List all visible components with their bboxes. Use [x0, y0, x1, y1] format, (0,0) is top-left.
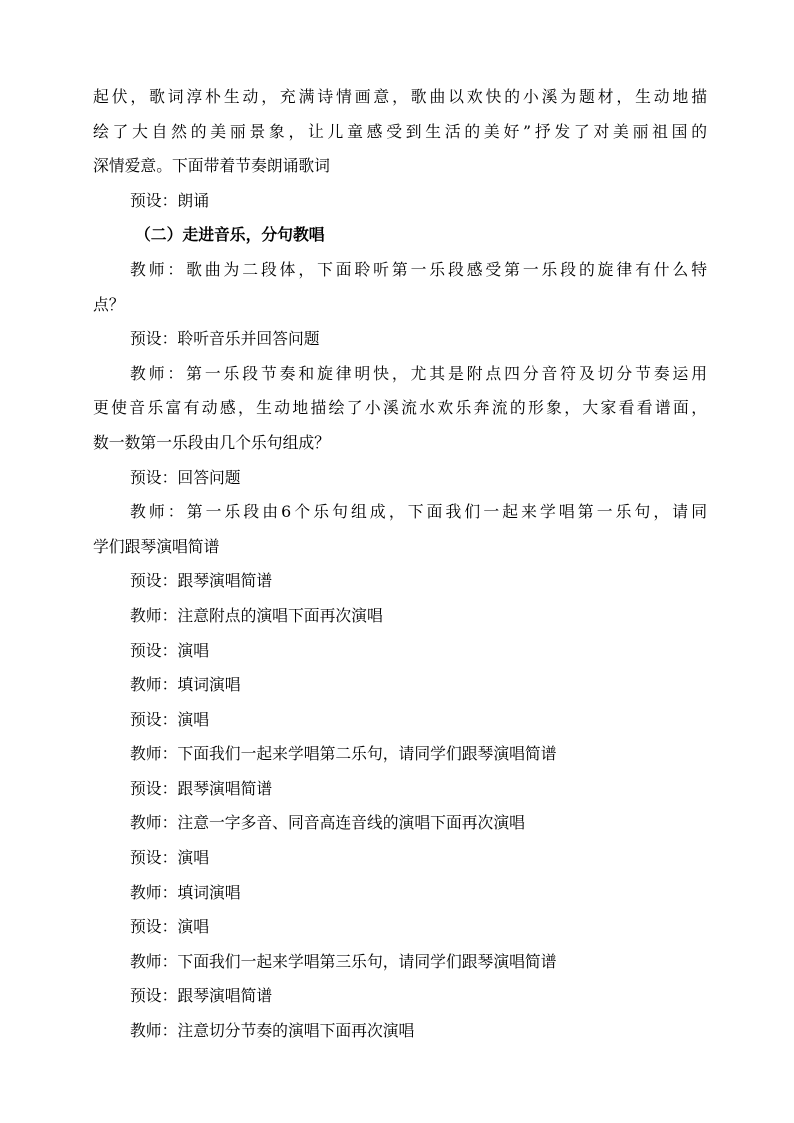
teacher-line: 教师：下面我们一起来学唱第三乐句，请同学们跟琴演唱简谱 — [130, 951, 557, 971]
teacher-line: 教师：第一乐段节奏和旋律明快，尤其是附点四分音符及切分节奏运用 — [130, 363, 707, 383]
teacher-line: 教师：填词演唱 — [130, 882, 241, 902]
teacher-line: 教师：注意附点的演唱下面再次演唱 — [130, 605, 383, 625]
preset-line: 预设：演唱 — [130, 848, 209, 868]
preset-line: 预设：聆听音乐并回答问题 — [130, 329, 320, 349]
preset-line: 预设：跟琴演唱简谱 — [130, 986, 273, 1006]
section-heading: （二）走进音乐，分句教唱 — [135, 225, 325, 245]
teacher-line: 教师：下面我们一起来学唱第二乐句，请同学们跟琴演唱简谱 — [130, 744, 557, 764]
preset-line: 预设：演唱 — [130, 709, 209, 729]
teacher-line: 教师：歌曲为二段体，下面聆听第一乐段感受第一乐段的旋律有什么特 — [130, 259, 707, 279]
preset-line: 预设：演唱 — [130, 640, 209, 660]
document-page — [93, 80, 707, 1049]
teacher-line: 教师：注意一字多音、同音高连音线的演唱下面再次演唱 — [130, 813, 525, 833]
paragraph-line: 起伏，歌词淳朴生动，充满诗情画意，歌曲以欢快的小溪为题材，生动地描 — [93, 87, 707, 106]
paragraph-line: 数一数第一乐段由几个乐句组成？ — [93, 432, 330, 452]
preset-line: 预设：跟琴演唱简谱 — [130, 571, 273, 591]
preset-line: 预设：回答问题 — [130, 467, 241, 487]
teacher-line: 教师：注意切分节奏的演唱下面再次演唱 — [130, 1021, 415, 1041]
paragraph-line: 更使音乐富有动感，生动地描绘了小溪流水欢乐奔流的形象，大家看看谱面， — [93, 398, 707, 418]
teacher-line: 教师：填词演唱 — [130, 675, 241, 695]
teacher-line: 教师：第一乐段由6个乐句组成，下面我们一起来学唱第一乐句，请同 — [130, 502, 707, 522]
preset-line: 预设：朗诵 — [130, 190, 209, 210]
paragraph-line: 学们跟琴演唱简谱 — [93, 536, 220, 556]
preset-line: 预设：跟琴演唱简谱 — [130, 778, 273, 798]
paragraph-line: 点？ — [93, 294, 125, 314]
paragraph-line: 深情爱意。下面带着节奏朗诵歌词 — [93, 156, 330, 176]
paragraph-line: 绘了大自然的美丽景象，让儿童感受到生活的美好”抒发了对美丽祖国的 — [93, 121, 707, 141]
preset-line: 预设：演唱 — [130, 917, 209, 937]
